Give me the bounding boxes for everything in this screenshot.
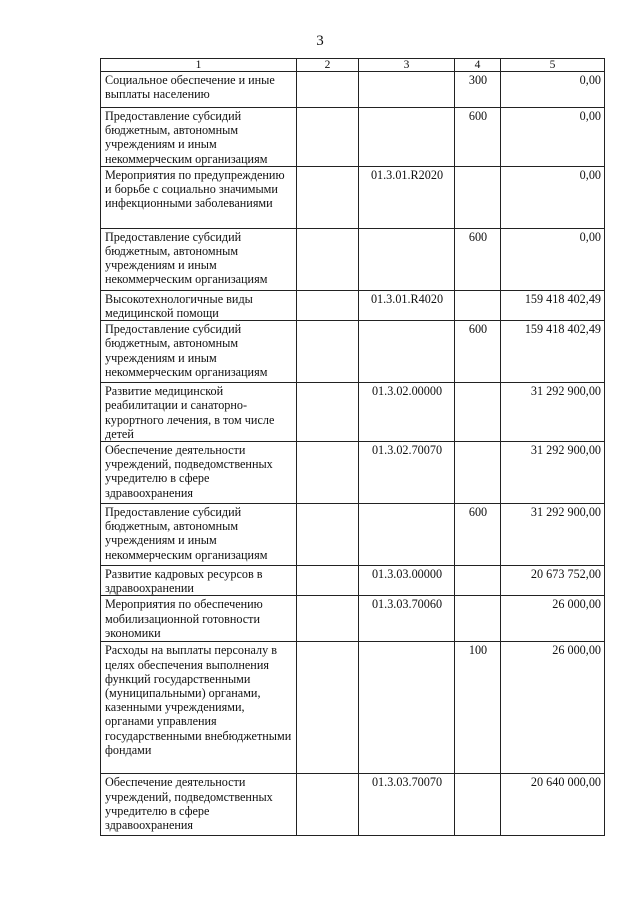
column-header: 2 (297, 59, 359, 72)
row-amount: 31 292 900,00 (501, 504, 605, 566)
row-target-code (359, 108, 455, 167)
row-target-code: 01.3.03.70070 (359, 774, 455, 836)
row-name: Мероприятия по предупреждению и борьбе с социально значимыми инфекционными заболеваниями (101, 166, 297, 228)
row-name: Обеспечение деятельности учреждений, подведомственных учредителю в сфере здравоохранения (101, 774, 297, 836)
column-header: 4 (455, 59, 501, 72)
row-col2 (297, 566, 359, 596)
row-target-code: 01.3.02.00000 (359, 383, 455, 442)
row-expense-type (455, 383, 501, 442)
row-amount: 0,00 (501, 108, 605, 167)
row-expense-type (455, 596, 501, 642)
row-name: Расходы на выплаты персоналу в целях обеспечения выполнения функций государственными (муниципальными) органами, казенными учреждениями, органами управления государственными внебюджетными фондами (101, 642, 297, 774)
row-col2 (297, 442, 359, 504)
row-col2 (297, 321, 359, 383)
row-name: Мероприятия по обеспечению мобилизационной готовности экономики (101, 596, 297, 642)
row-name: Предоставление субсидий бюджетным, автономным учреждениям и иным некоммерческим организациям (101, 228, 297, 290)
table-row (101, 383, 605, 442)
row-target-code: 01.3.03.70060 (359, 596, 455, 642)
row-expense-type: 600 (455, 321, 501, 383)
table-header-row (101, 59, 605, 72)
row-target-code: 01.3.03.00000 (359, 566, 455, 596)
row-target-code: 01.3.01.R2020 (359, 166, 455, 228)
row-amount: 0,00 (501, 228, 605, 290)
page-number: 3 (316, 33, 324, 49)
column-header: 1 (101, 59, 297, 72)
table-row (101, 228, 605, 290)
row-col2 (297, 642, 359, 774)
row-amount: 31 292 900,00 (501, 383, 605, 442)
table-row (101, 166, 605, 228)
row-name: Обеспечение деятельности учреждений, подведомственных учредителю в сфере здравоохранения (101, 442, 297, 504)
row-amount: 20 640 000,00 (501, 774, 605, 836)
table-row (101, 566, 605, 596)
column-header: 5 (501, 59, 605, 72)
row-col2 (297, 166, 359, 228)
row-name: Высокотехнологичные виды медицинской помощи (101, 290, 297, 320)
row-col2 (297, 774, 359, 836)
table-row (101, 442, 605, 504)
row-name: Предоставление субсидий бюджетным, автономным учреждениям и иным некоммерческим организациям (101, 504, 297, 566)
row-name: Предоставление субсидий бюджетным, автономным учреждениям и иным некоммерческим организациям (101, 321, 297, 383)
table-row (101, 290, 605, 320)
row-amount: 26 000,00 (501, 596, 605, 642)
table-row (101, 321, 605, 383)
row-col2 (297, 504, 359, 566)
table-row (101, 72, 605, 108)
row-amount: 0,00 (501, 72, 605, 108)
row-expense-type: 600 (455, 504, 501, 566)
row-col2 (297, 228, 359, 290)
table-row (101, 504, 605, 566)
row-expense-type (455, 774, 501, 836)
row-col2 (297, 596, 359, 642)
row-amount: 159 418 402,49 (501, 290, 605, 320)
row-col2 (297, 383, 359, 442)
row-amount: 0,00 (501, 166, 605, 228)
row-amount: 159 418 402,49 (501, 321, 605, 383)
row-target-code (359, 228, 455, 290)
table-row (101, 774, 605, 836)
row-target-code (359, 504, 455, 566)
row-expense-type: 600 (455, 228, 501, 290)
row-amount: 31 292 900,00 (501, 442, 605, 504)
row-amount: 26 000,00 (501, 642, 605, 774)
budget-table (100, 58, 605, 836)
row-name: Развитие кадровых ресурсов в здравоохранении (101, 566, 297, 596)
row-target-code (359, 642, 455, 774)
row-expense-type: 600 (455, 108, 501, 167)
table-row (101, 108, 605, 167)
row-expense-type (455, 290, 501, 320)
row-col2 (297, 72, 359, 108)
row-expense-type (455, 442, 501, 504)
table-row (101, 596, 605, 642)
row-target-code (359, 72, 455, 108)
row-expense-type: 100 (455, 642, 501, 774)
row-col2 (297, 108, 359, 167)
row-expense-type: 300 (455, 72, 501, 108)
column-header: 3 (359, 59, 455, 72)
row-name: Предоставление субсидий бюджетным, автономным учреждениям и иным некоммерческим организациям (101, 108, 297, 167)
row-name: Социальное обеспечение и иные выплаты населению (101, 72, 297, 108)
table-row (101, 642, 605, 774)
row-target-code (359, 321, 455, 383)
row-target-code: 01.3.01.R4020 (359, 290, 455, 320)
row-target-code: 01.3.02.70070 (359, 442, 455, 504)
row-name: Развитие медицинской реабилитации и санаторно-курортного лечения, в том числе детей (101, 383, 297, 442)
row-expense-type (455, 566, 501, 596)
row-col2 (297, 290, 359, 320)
row-expense-type (455, 166, 501, 228)
row-amount: 20 673 752,00 (501, 566, 605, 596)
